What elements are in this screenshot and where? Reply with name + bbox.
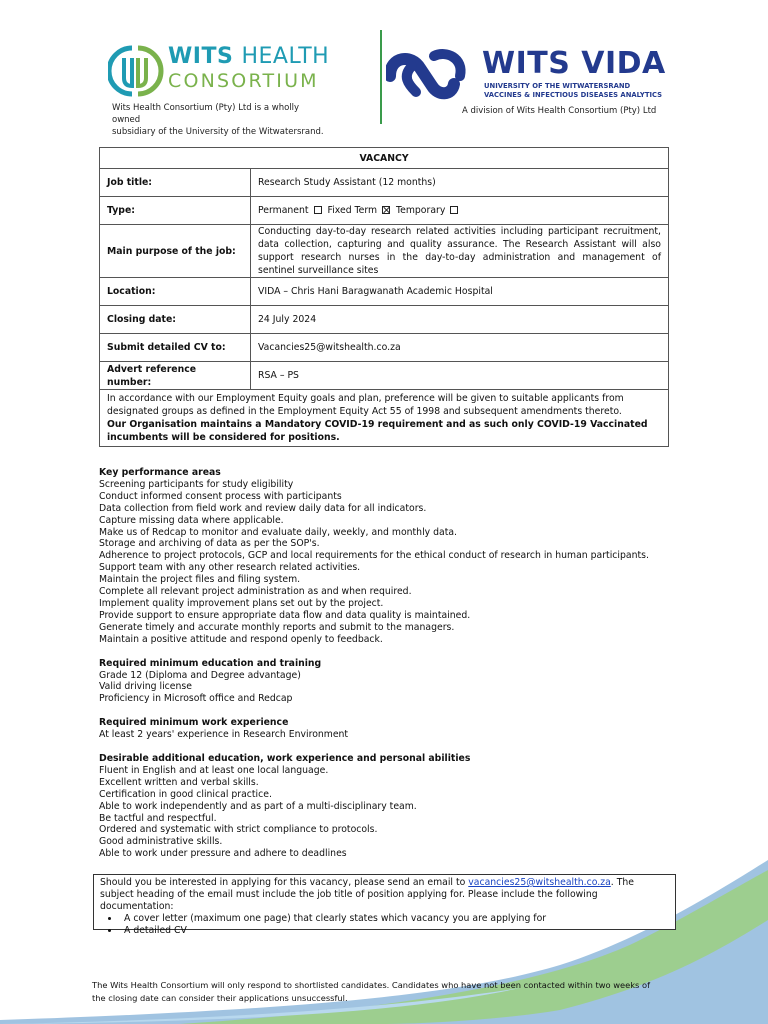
list-item: Adherence to project protocols, GCP and local requirements for the ethical conduct of research in human participants. — [99, 550, 649, 562]
advert-reference-value: RSA – PS — [251, 362, 669, 390]
list-item: Conduct informed consent process with participants — [99, 490, 342, 502]
list-item: Capture missing data where applicable. — [99, 514, 284, 526]
section-heading: Desirable additional education, work experience and personal abilities — [99, 753, 471, 765]
list-item: Certification in good clinical practice. — [99, 788, 272, 800]
vida-university-line: UNIVERSITY OF THE WITWATERSRAND — [484, 82, 631, 90]
closing-date-value: 24 July 2024 — [251, 306, 669, 334]
education-training-section — [99, 658, 679, 706]
advert-reference-label: Advert reference number: — [100, 362, 251, 390]
table-row — [100, 278, 669, 306]
submit-cv-value: Vacancies25@witshealth.co.za — [251, 334, 669, 362]
table-row — [100, 390, 669, 447]
vida-division-text: A division of Wits Health Consortium (Pty) Ltd — [462, 106, 657, 116]
application-email-link[interactable]: vacancies25@witshealth.co.za — [468, 877, 611, 888]
type-label: Type: — [100, 197, 251, 225]
list-item: Data collection from field work and review daily data for all indicators. — [99, 502, 427, 514]
table-row — [100, 148, 669, 169]
job-title-value: Research Study Assistant (12 months) — [251, 169, 669, 197]
section-heading: Key performance areas — [99, 467, 221, 478]
list-item: • A detailed CV — [120, 925, 669, 937]
work-experience-section — [99, 717, 679, 741]
vida-name: WITS VIDA — [482, 46, 666, 81]
table-row — [100, 306, 669, 334]
wits-vida-logo — [386, 46, 468, 104]
list-item: Maintain the project files and filing system. — [99, 574, 301, 586]
equity-notice — [100, 390, 669, 447]
list-item: Excellent written and verbal skills. — [99, 776, 259, 788]
permanent-checkbox[interactable] — [314, 206, 322, 214]
list-item: Provide support to ensure appropriate data flow and data quality is maintained. — [99, 609, 471, 621]
whc-name-line1: WITS HEALTH — [168, 44, 330, 69]
whc-subsidiary-text: Wits Health Consortium (Pty) Ltd is a wholly owned subsidiary of the University of the Witwatersrand. — [112, 103, 324, 137]
section-heading: Required minimum work experience — [99, 717, 289, 729]
list-item: • A cover letter (maximum one page) that clearly states which vacancy you are applying for — [120, 913, 669, 925]
vacancy-title: VACANCY — [100, 148, 669, 169]
header-divider — [380, 30, 382, 124]
list-item: Ordered and systematic with strict compliance to protocols. — [99, 824, 378, 836]
application-instructions — [93, 874, 676, 936]
job-title-label: Job title: — [100, 169, 251, 197]
documentation-list — [100, 913, 669, 937]
location-label: Location: — [100, 278, 251, 306]
list-item: Able to work under pressure and adhere to deadlines — [99, 848, 347, 860]
main-purpose-label: Main purpose of the job: — [100, 225, 251, 278]
submit-cv-label: Submit detailed CV to: — [100, 334, 251, 362]
list-item: Good administrative skills. — [99, 836, 223, 848]
list-item: Make us of Redcap to monitor and evaluate daily, weekly, and monthly data. — [99, 526, 458, 538]
location-value: VIDA – Chris Hani Baragwanath Academic Hospital — [251, 278, 669, 306]
footer-note: The Wits Health Consortium will only respond to shortlisted candidates. Candidates who have not been contacted within two weeks of the closing date can consider their applications unsuccessful. — [92, 980, 651, 1003]
vida-analytics-line: VACCINES & INFECTIOUS DISEASES ANALYTICS — [484, 91, 663, 99]
apply-text: Should you be interested in applying for this vacancy, please send an email to vacancies25@witshealth.co.za. The subject heading of the email must include the job title of position applying for. Please include the following documentation: — [100, 877, 634, 912]
table-row — [100, 334, 669, 362]
list-item: Grade 12 (Diploma and Degree advantage) — [99, 669, 301, 681]
list-item: At least 2 years' experience in Research Environment — [99, 729, 349, 741]
closing-date-label: Closing date: — [100, 306, 251, 334]
list-item: Complete all relevant project administration as and when required. — [99, 586, 412, 598]
whc-name-line2: CONSORTIUM — [168, 70, 319, 92]
list-item: Generate timely and accurate monthly reports and submit to the managers. — [99, 621, 455, 633]
covid-note: Our Organisation maintains a Mandatory COVID-19 requirement and as such only COVID-19 Vaccinated incumbents will be considered for positions. — [107, 419, 648, 443]
main-purpose-value: Conducting day-to-day research related activities including participant recruitment, data collection, capturing and quality assurance. The Research Assistant will also support research nurses in the day-to-day administration and management of sentinel surveillance sites — [251, 225, 669, 278]
list-item: Screening participants for study eligibility — [99, 478, 294, 490]
list-item: Proficiency in Microsoft office and Redcap — [99, 693, 293, 705]
list-item: Storage and archiving of data as per the SOP's. — [99, 538, 320, 550]
job-requirements — [99, 467, 679, 872]
key-performance-areas-section — [99, 467, 679, 646]
list-item: Able to work independently and as part of a multi-disciplinary team. — [99, 800, 417, 812]
table-row — [100, 169, 669, 197]
list-item: Valid driving license — [99, 681, 192, 693]
list-item: Be tactful and respectful. — [99, 812, 217, 824]
permanent-label: Permanent — [258, 205, 309, 216]
fixed-term-label: Fixed Term — [327, 205, 378, 216]
list-item: Maintain a positive attitude and respond openly to feedback. — [99, 633, 383, 645]
type-options — [251, 197, 669, 225]
wits-health-consortium-logo — [108, 44, 168, 98]
list-item: Support team with any other research related activities. — [99, 562, 361, 574]
desirable-abilities-section — [99, 753, 679, 860]
table-row — [100, 225, 669, 278]
temporary-label: Temporary — [396, 205, 446, 216]
table-row — [100, 197, 669, 225]
list-item: Implement quality improvement plans set out by the project. — [99, 597, 384, 609]
fixed-term-checkbox[interactable] — [382, 206, 390, 214]
section-heading: Required minimum education and training — [99, 657, 322, 669]
table-row — [100, 362, 669, 390]
equity-note: In accordance with our Employment Equity goals and plan, preference will be given to suitable applicants from designated groups as defined in the Employment Equity Act 55 of 1998 and subsequent amendments thereto. — [107, 393, 624, 417]
list-item: Fluent in English and at least one local language. — [99, 764, 329, 776]
temporary-checkbox[interactable] — [450, 206, 458, 214]
vacancy-table — [99, 147, 669, 447]
